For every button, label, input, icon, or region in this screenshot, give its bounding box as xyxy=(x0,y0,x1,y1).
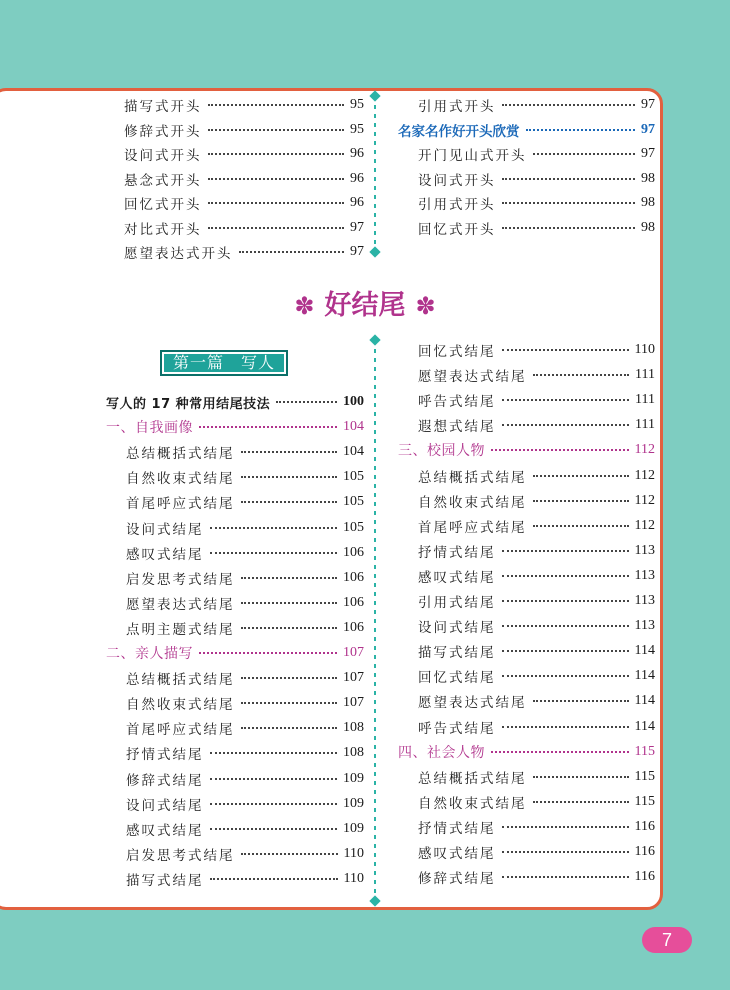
toc-entry[interactable] xyxy=(398,491,655,511)
dot-leader xyxy=(502,349,629,351)
toc-entry-label: 回忆式开头 xyxy=(418,221,496,238)
toc-page-number: 113 xyxy=(634,618,655,634)
flower-icon: ✽ xyxy=(294,292,315,320)
toc-entry-label: 开门见山式开头 xyxy=(418,148,527,164)
toc-entry-label: 四、社会人物 xyxy=(398,744,485,761)
dot-leader xyxy=(210,828,338,830)
toc-entry[interactable] xyxy=(398,144,655,164)
toc-entry-label: 抒情式结尾 xyxy=(418,820,496,837)
toc-page-number: 114 xyxy=(634,693,655,709)
dot-leader xyxy=(208,178,345,180)
dot-leader xyxy=(502,650,629,652)
toc-entry[interactable] xyxy=(398,193,655,213)
toc-page-number: 113 xyxy=(634,567,655,583)
toc-entry[interactable] xyxy=(398,691,655,711)
dot-leader xyxy=(502,227,636,229)
toc-entry-label: 引用式结尾 xyxy=(418,595,496,611)
toc-page-number: 114 xyxy=(634,643,655,659)
toc-entry-label: 自然收束式结尾 xyxy=(126,471,235,488)
section-heading xyxy=(0,283,730,322)
toc-entry-label: 回忆式结尾 xyxy=(418,670,496,687)
toc-page-number: 98 xyxy=(641,219,655,235)
toc-page-number: 115 xyxy=(634,743,655,759)
dot-leader xyxy=(533,153,636,155)
toc-entry[interactable] xyxy=(398,415,655,435)
toc-page-number: 114 xyxy=(634,668,655,684)
toc-page-number: 105 xyxy=(343,519,364,535)
toc-page-number: 106 xyxy=(343,569,364,585)
dot-leader xyxy=(491,751,629,753)
toc-heading[interactable] xyxy=(398,440,655,460)
toc-entry[interactable] xyxy=(124,242,364,262)
dot-leader xyxy=(533,500,629,502)
toc-column-top-left xyxy=(124,95,364,270)
toc-page-number: 112 xyxy=(634,442,655,458)
toc-entry-label: 感叹式结尾 xyxy=(126,822,204,839)
toc-entry-label: 设问式结尾 xyxy=(418,620,496,637)
toc-entry-label: 自然收束式结尾 xyxy=(418,494,527,511)
toc-entry-label: 修辞式结尾 xyxy=(418,871,496,888)
toc-page-number: 115 xyxy=(634,768,655,784)
toc-page-number: 108 xyxy=(343,745,364,761)
toc-entry[interactable] xyxy=(398,792,655,812)
dot-leader xyxy=(241,602,338,604)
dot-leader xyxy=(210,803,338,805)
toc-page-number: 97 xyxy=(641,121,655,137)
toc-page-number: 104 xyxy=(343,419,364,435)
toc-page-number: 113 xyxy=(634,593,655,608)
dot-leader xyxy=(526,129,636,131)
toc-entry-label: 启发思考式结尾 xyxy=(126,847,235,864)
toc-entry[interactable] xyxy=(106,769,364,789)
toc-entry-label: 启发思考式结尾 xyxy=(126,571,235,588)
toc-entry[interactable] xyxy=(106,618,364,638)
dot-leader xyxy=(208,129,345,131)
toc-entry[interactable] xyxy=(398,767,655,787)
toc-entry[interactable] xyxy=(398,817,655,837)
dot-leader xyxy=(241,727,338,729)
toc-entry-label: 抒情式结尾 xyxy=(418,544,496,561)
dot-leader xyxy=(502,876,629,878)
toc-heading[interactable] xyxy=(398,742,655,762)
toc-entry[interactable] xyxy=(398,365,655,385)
dot-leader xyxy=(502,575,629,577)
toc-page-number: 112 xyxy=(634,467,655,483)
toc-page-number: 96 xyxy=(350,195,364,210)
toc-page-number: 107 xyxy=(343,645,364,660)
toc-page-number: 111 xyxy=(635,367,655,383)
dot-leader xyxy=(241,627,338,629)
toc-entry[interactable] xyxy=(124,193,364,213)
toc-entry-label: 总结概括式结尾 xyxy=(418,469,527,486)
dot-leader xyxy=(241,853,338,855)
toc-entry[interactable] xyxy=(124,144,364,164)
toc-page-number: 97 xyxy=(350,244,364,259)
toc-heading[interactable] xyxy=(398,120,655,140)
dot-leader xyxy=(502,202,636,204)
toc-entry[interactable] xyxy=(398,340,655,360)
toc-entry-label: 点明主题式结尾 xyxy=(126,621,235,638)
toc-entry-label: 二、亲人描写 xyxy=(106,646,193,662)
toc-entry-label: 愿望表达式开头 xyxy=(124,246,233,262)
toc-entry[interactable] xyxy=(398,616,655,636)
toc-entry-label: 愿望表达式结尾 xyxy=(418,695,527,712)
dot-leader xyxy=(502,178,636,180)
toc-page-number: 95 xyxy=(350,97,364,112)
toc-entry[interactable] xyxy=(106,392,364,412)
toc-page-number: 105 xyxy=(343,469,364,485)
toc-page-number: 109 xyxy=(343,770,364,786)
toc-entry[interactable] xyxy=(106,794,364,814)
toc-entry-label: 描写式开头 xyxy=(124,99,202,115)
toc-entry-label: 修辞式开头 xyxy=(124,123,202,140)
dot-leader xyxy=(491,449,629,451)
dot-leader xyxy=(533,374,630,376)
dot-leader xyxy=(241,577,338,579)
toc-page-number: 97 xyxy=(641,97,655,112)
dot-leader xyxy=(208,153,345,155)
toc-entry[interactable] xyxy=(398,169,655,189)
toc-page-number: 107 xyxy=(343,670,364,686)
part-tag: 第一篇 写人 xyxy=(160,350,288,376)
flower-icon: ✽ xyxy=(415,292,436,320)
toc-page-number: 98 xyxy=(641,170,655,186)
toc-entry-label: 描写式结尾 xyxy=(418,645,496,662)
toc-page-number: 112 xyxy=(634,492,655,508)
toc-column-top-right xyxy=(398,95,655,245)
dot-leader xyxy=(241,501,338,503)
toc-entry-label: 呼告式结尾 xyxy=(418,720,496,737)
toc-entry-label: 描写式结尾 xyxy=(126,872,204,889)
dot-leader xyxy=(210,552,338,554)
toc-page-number: 109 xyxy=(343,820,364,836)
dot-leader xyxy=(502,424,630,426)
toc-page-number: 97 xyxy=(350,219,364,235)
toc-entry[interactable] xyxy=(106,718,364,738)
dot-leader xyxy=(208,202,345,204)
dot-leader xyxy=(210,527,338,529)
toc-entry-label: 首尾呼应式结尾 xyxy=(126,496,235,513)
toc-entry[interactable] xyxy=(106,442,364,462)
dot-leader xyxy=(502,399,630,401)
toc-entry-label: 感叹式结尾 xyxy=(126,546,204,563)
dot-leader xyxy=(241,451,338,453)
dot-leader xyxy=(199,426,337,428)
dot-leader xyxy=(276,401,337,403)
toc-entry[interactable] xyxy=(106,593,364,613)
page-number-badge: 7 xyxy=(642,927,692,953)
dot-leader xyxy=(533,700,629,702)
dot-leader xyxy=(502,851,629,853)
toc-entry-label: 引用式开头 xyxy=(418,99,496,115)
toc-entry-label: 总结概括式结尾 xyxy=(418,770,527,787)
toc-entry[interactable] xyxy=(124,120,364,140)
toc-entry-label: 一、自我画像 xyxy=(106,420,193,437)
toc-heading[interactable] xyxy=(106,643,364,663)
toc-page-number: 116 xyxy=(634,818,655,834)
toc-page-number: 116 xyxy=(634,869,655,885)
toc-page-number: 112 xyxy=(634,517,655,533)
toc-entry-label: 写人的 17 种常用结尾技法 xyxy=(106,396,271,412)
toc-entry[interactable] xyxy=(398,566,655,586)
toc-entry[interactable] xyxy=(398,641,655,661)
toc-entry-label: 抒情式结尾 xyxy=(126,747,204,764)
toc-entry[interactable] xyxy=(106,844,364,864)
toc-entry[interactable] xyxy=(398,867,655,887)
dot-leader xyxy=(533,525,629,527)
toc-page-number: 104 xyxy=(343,444,364,460)
toc-heading[interactable] xyxy=(106,417,364,437)
toc-entry[interactable] xyxy=(106,467,364,487)
toc-entry[interactable] xyxy=(106,869,364,889)
toc-entry[interactable] xyxy=(106,492,364,512)
dot-leader xyxy=(241,476,338,478)
toc-entry[interactable] xyxy=(124,169,364,189)
dot-leader xyxy=(502,625,629,627)
toc-entry-label: 设问式结尾 xyxy=(126,521,204,538)
toc-entry-label: 悬念式开头 xyxy=(124,172,202,189)
toc-page-number: 115 xyxy=(634,793,655,809)
toc-entry[interactable] xyxy=(124,218,364,238)
toc-page-number: 97 xyxy=(641,146,655,161)
dot-leader xyxy=(533,776,629,778)
toc-page-number: 110 xyxy=(634,342,655,357)
toc-page-number: 109 xyxy=(343,795,364,811)
toc-page-number: 98 xyxy=(641,195,655,210)
toc-entry[interactable] xyxy=(398,717,655,737)
dot-leader xyxy=(502,826,629,828)
toc-page-number: 111 xyxy=(635,392,655,408)
toc-page-number: 106 xyxy=(343,544,364,560)
toc-entry-label: 首尾呼应式结尾 xyxy=(126,722,235,739)
toc-entry-label: 感叹式结尾 xyxy=(418,846,496,862)
dot-leader xyxy=(208,104,345,106)
column-divider-bottom xyxy=(374,340,376,905)
toc-entry-label: 愿望表达式结尾 xyxy=(418,369,527,386)
toc-page-number: 116 xyxy=(634,844,655,859)
toc-page-number: 113 xyxy=(634,542,655,558)
toc-entry-label: 三、校园人物 xyxy=(398,443,485,460)
dot-leader xyxy=(533,801,629,803)
toc-entry[interactable] xyxy=(398,95,655,115)
toc-entry[interactable] xyxy=(398,666,655,686)
column-divider-top xyxy=(374,96,376,256)
toc-entry[interactable] xyxy=(398,390,655,410)
toc-entry-label: 修辞式结尾 xyxy=(126,772,204,789)
toc-entry[interactable] xyxy=(106,743,364,763)
toc-page-number: 96 xyxy=(350,170,364,186)
toc-entry[interactable] xyxy=(398,541,655,561)
toc-entry-label: 感叹式结尾 xyxy=(418,569,496,586)
dot-leader xyxy=(502,726,629,728)
dot-leader xyxy=(208,227,345,229)
toc-page-number: 111 xyxy=(635,417,655,433)
dot-leader xyxy=(199,652,337,654)
toc-entry-label: 遐想式结尾 xyxy=(418,419,496,436)
dot-leader xyxy=(502,104,636,106)
toc-entry-label: 总结概括式结尾 xyxy=(126,672,235,689)
toc-entry[interactable] xyxy=(398,591,655,611)
toc-entry[interactable] xyxy=(398,516,655,536)
toc-entry-label: 对比式开头 xyxy=(124,221,202,238)
toc-entry[interactable] xyxy=(124,95,364,115)
toc-page-number: 107 xyxy=(343,695,364,711)
toc-entry[interactable] xyxy=(106,568,364,588)
dot-leader xyxy=(210,878,338,880)
toc-page-number: 106 xyxy=(343,619,364,635)
dot-leader xyxy=(502,550,629,552)
dot-leader xyxy=(241,677,338,679)
toc-entry-label: 回忆式结尾 xyxy=(418,344,496,360)
section-title-text: 好结尾 xyxy=(324,290,406,321)
dot-leader xyxy=(533,475,629,477)
toc-entry[interactable] xyxy=(106,543,364,563)
toc-page-number: 100 xyxy=(343,394,364,409)
toc-page-number: 96 xyxy=(350,146,364,161)
toc-entry-label: 自然收束式结尾 xyxy=(418,795,527,812)
toc-entry[interactable] xyxy=(106,693,364,713)
toc-entry[interactable] xyxy=(398,218,655,238)
toc-page-number: 114 xyxy=(634,718,655,734)
toc-entry[interactable] xyxy=(106,668,364,688)
dot-leader xyxy=(210,778,338,780)
toc-column-bottom-left xyxy=(106,392,364,912)
toc-entry-label: 愿望表达式结尾 xyxy=(126,596,235,613)
dot-leader xyxy=(502,675,629,677)
toc-entry-label: 引用式开头 xyxy=(418,197,496,213)
toc-entry-label: 首尾呼应式结尾 xyxy=(418,519,527,536)
toc-page-number: 110 xyxy=(343,870,364,886)
toc-entry-label: 设问式开头 xyxy=(124,148,202,164)
toc-entry-label: 设问式结尾 xyxy=(126,797,204,814)
toc-page-number: 105 xyxy=(343,494,364,510)
toc-entry-label: 设问式开头 xyxy=(418,172,496,189)
toc-entry[interactable] xyxy=(106,819,364,839)
toc-column-bottom-right xyxy=(398,340,655,910)
toc-entry-label: 回忆式开头 xyxy=(124,197,202,213)
dot-leader xyxy=(241,702,338,704)
toc-page-number: 106 xyxy=(343,594,364,610)
toc-page-number: 110 xyxy=(343,845,364,861)
toc-entry-label: 总结概括式结尾 xyxy=(126,446,235,463)
toc-entry[interactable] xyxy=(398,466,655,486)
toc-entry[interactable] xyxy=(106,518,364,538)
dot-leader xyxy=(210,752,338,754)
toc-page-number: 95 xyxy=(350,121,364,137)
dot-leader xyxy=(502,600,629,602)
toc-entry-label: 自然收束式结尾 xyxy=(126,697,235,714)
dot-leader xyxy=(239,251,345,253)
toc-entry-label: 呼告式结尾 xyxy=(418,394,496,411)
toc-page-number: 108 xyxy=(343,720,364,736)
toc-entry-label: 名家名作好开头欣赏 xyxy=(398,123,520,140)
toc-entry[interactable] xyxy=(398,842,655,862)
